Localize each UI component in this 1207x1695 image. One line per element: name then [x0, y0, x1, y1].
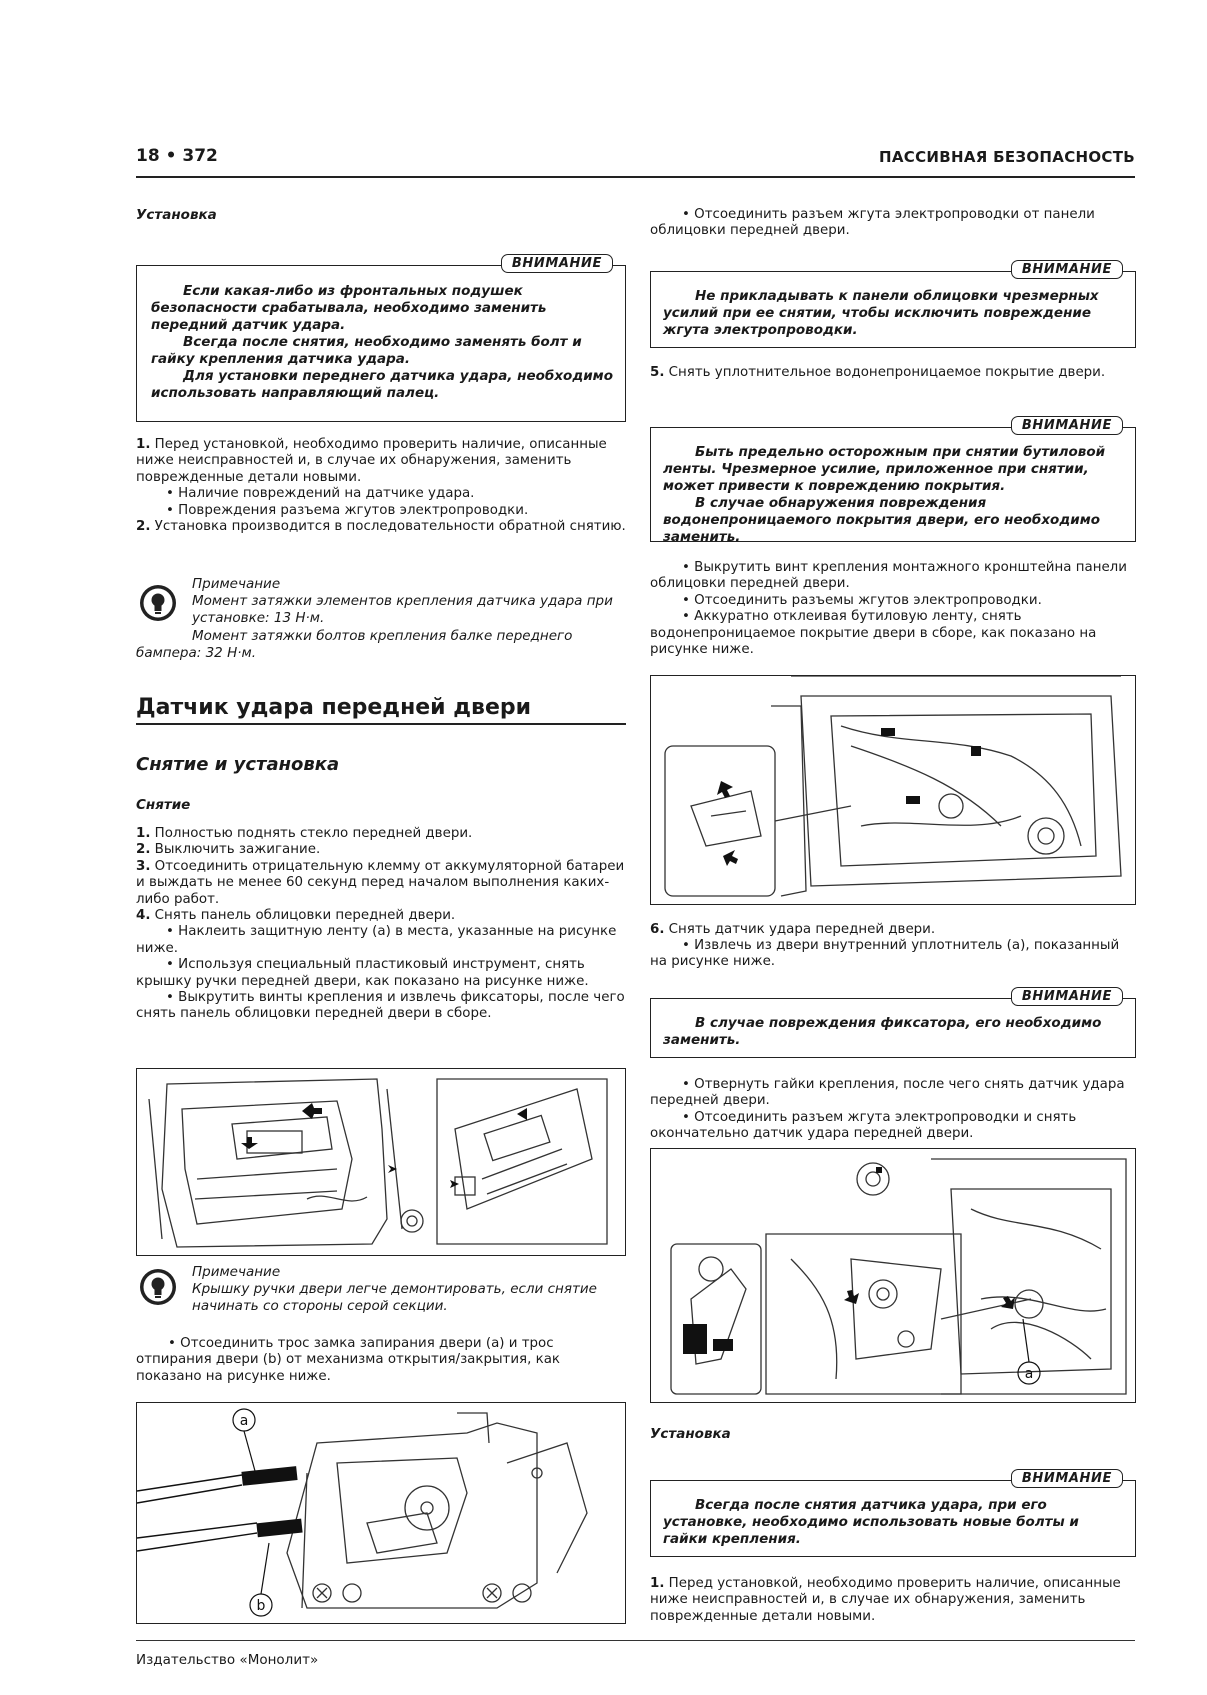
warning-label: ВНИМАНИЕ [1011, 416, 1123, 435]
list-item: • Отсоединить разъем жгута электропроводки и снять окончательно датчик удара передней двери. [650, 1109, 1077, 1142]
list-item: 3. Отсоединить отрицательную клемму от аккумуляторной батареи и выждать не менее 60 секунд перед началом выполнения каких-либо работ. [136, 858, 625, 907]
warning-text: Не прикладывать к панели облицовки чрезмерных усилий при ее снятии, чтобы исключить повреждение жгута электропроводки. [663, 288, 1099, 338]
list-item: • Выкрутить винты крепления и извлечь фиксаторы, после чего снять панель облицовки передней двери в сборе. [136, 990, 625, 1022]
note-title: Примечание [192, 576, 281, 592]
warning-label: ВНИМАНИЕ [1011, 987, 1123, 1006]
header-rule [136, 176, 1135, 178]
lightbulb-icon [138, 1267, 178, 1307]
warning-label: ВНИМАНИЕ [1011, 260, 1123, 279]
note-text: Крышку ручки двери легче демонтировать, если снятие начинать со стороны серой секции. [192, 1281, 597, 1314]
list-item: • Отсоединить разъемы жгутов электропроводки. [682, 592, 1042, 608]
warning-text: В случае повреждения фиксатора, его необходимо заменить. [663, 1015, 1102, 1048]
warning-text: Если какая-либо из фронтальных подушек безопасности срабатывала, необходимо заменить передний датчик удара. [151, 283, 547, 333]
list-item: • Повреждения разъема жгутов электропроводки. [166, 502, 529, 518]
install-heading: Установка [650, 1426, 731, 1442]
warning-label: ВНИМАНИЕ [501, 254, 613, 273]
bullet-list [650, 1077, 1136, 1143]
list-item: 1. Полностью поднять стекло передней двери. [136, 826, 473, 841]
list-item: • Выкрутить винт крепления монтажного кронштейна панели облицовки передней двери. [650, 560, 1127, 592]
warning-text: Всегда после снятия датчика удара, при его установке, необходимо использовать новые болты и гайки крепления. [663, 1497, 1079, 1547]
warning-text: Для установки переднего датчика удара, необходимо использовать направляющий палец. [151, 368, 613, 401]
callout-b: b [256, 1598, 266, 1614]
list-item: 4. Снять панель облицовки передней двери. [136, 908, 456, 924]
door-panel-figure [136, 1068, 626, 1256]
removal-heading: Снятие [136, 797, 191, 813]
impact-sensor-figure [650, 1148, 1136, 1403]
callout-a: a [239, 1413, 249, 1429]
warning-text: Быть предельно осторожным при снятии бутиловой ленты. Чрезмерное усилие, приложенное при снятии, может привести к повреждению покрытия. [663, 444, 1106, 494]
subsection-title: Снятие и установка [136, 754, 340, 775]
running-header: ПАССИВНАЯ БЕЗОПАСНОСТЬ [879, 148, 1135, 166]
warning-box [650, 1471, 1136, 1557]
list-item: 6. Снять датчик удара передней двери. [650, 922, 936, 937]
warning-label: ВНИМАНИЕ [1011, 1469, 1123, 1488]
removal-steps [136, 826, 626, 1023]
cable-step: • Отсоединить трос замка запирания двери (a) и трос отпирания двери (b) от механизма открытия/закрытия, как показано на рисунке ниже. [136, 1336, 561, 1384]
list-item: • Отвернуть гайки крепления, после чего снять датчик удара передней двери. [650, 1077, 1125, 1109]
list-item: • Аккуратно отклеивая бутиловую ленту, снять водонепроницаемое покрытие двери в сборе, как показано на рисунке ниже. [650, 609, 1097, 658]
publisher-footer: Издательство «Монолит» [136, 1652, 319, 1668]
note [192, 1264, 626, 1315]
list-item: • Наклеить защитную ленту (а) в места, указанные на рисунке ниже. [136, 924, 617, 956]
callout-a: a [1024, 1366, 1034, 1382]
section-rule [136, 723, 626, 725]
bullet-text: • Извлечь из двери внутренний уплотнитель (а), показанный на рисунке ниже. [650, 938, 1120, 970]
install-heading: Установка [136, 207, 217, 223]
section-title: Датчик удара передней двери [136, 695, 532, 720]
warning-box [650, 262, 1136, 348]
bullet-text: • Отсоединить разъем жгута электропроводки от панели облицовки передней двери. [650, 207, 1095, 239]
note [192, 576, 626, 627]
lock-mechanism-figure [136, 1402, 626, 1624]
list-item: 2. Установка производится в последовательности обратной снятию. [136, 519, 626, 535]
install-steps [136, 437, 626, 535]
list-item: 1. Перед установкой, необходимо проверить наличие, описанные ниже неисправностей и, в случае их обнаружения, заменить поврежденные детали новыми. [650, 1576, 1121, 1624]
warning-text: Всегда после снятия, необходимо заменять болт и гайку крепления датчика удара. [151, 334, 582, 367]
bullet-list [650, 560, 1136, 658]
footer-rule [136, 1640, 1135, 1641]
door-inner-figure [650, 675, 1136, 905]
warning-box [650, 989, 1136, 1058]
list-item: 1. Перед установкой, необходимо проверить наличие, описанные ниже неисправностей и, в случае их обнаружения, заменить поврежденные детали новыми. [136, 437, 607, 485]
warning-box [650, 418, 1136, 545]
list-item: • Используя специальный пластиковый инструмент, снять крышку ручки передней двери, как показано на рисунке ниже. [136, 957, 589, 989]
warning-text: В случае обнаружения повреждения водонепроницаемого покрытия двери, его необходимо заменить. [663, 495, 1101, 545]
note-title: Примечание [192, 1264, 281, 1280]
lightbulb-icon [138, 583, 178, 623]
note-text: Момент затяжки болтов крепления балке переднего бампера: 32 Н·м. [136, 628, 573, 661]
note-text: Момент затяжки элементов крепления датчика удара при установке: 13 Н·м. [192, 593, 613, 626]
page-number: 18 • 372 [136, 146, 218, 166]
list-item: 5. Снять уплотнительное водонепроницаемое покрытие двери. [650, 365, 1106, 380]
list-item: • Наличие повреждений на датчике удара. [166, 486, 475, 502]
list-item: 2. Выключить зажигание. [136, 842, 321, 858]
warning-box [136, 256, 626, 422]
